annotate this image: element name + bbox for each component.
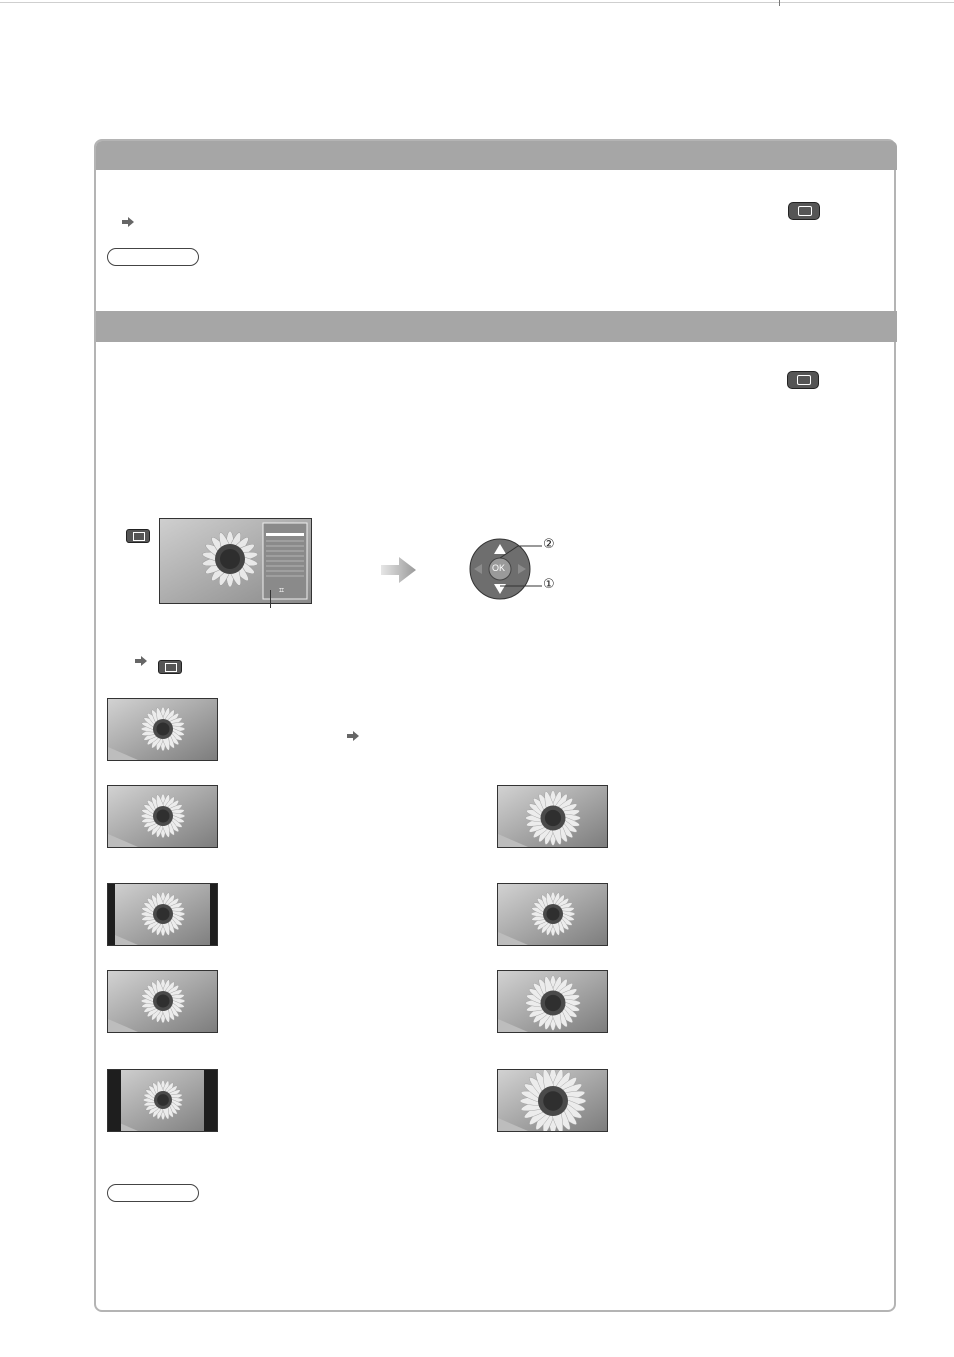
callout-2: ② xyxy=(543,537,555,552)
aspect-sample-thumbnail xyxy=(497,970,608,1033)
dpad-callout-lines xyxy=(496,540,546,590)
svg-text:⌗: ⌗ xyxy=(279,586,285,596)
arrow-right-icon xyxy=(346,730,360,742)
note-badge-2 xyxy=(107,1184,199,1202)
sunflower-image xyxy=(108,699,217,760)
aspect-sample-thumbnail xyxy=(107,883,218,946)
picture-mode-button-icon xyxy=(788,202,820,220)
top-rule xyxy=(0,2,954,3)
top-rule-mark xyxy=(779,0,780,6)
section-header-band-2 xyxy=(96,311,897,342)
aspect-sample-thumbnail xyxy=(107,785,218,848)
arrow-right-icon xyxy=(134,655,148,667)
aspect-sample-thumbnail xyxy=(107,698,218,761)
ok-label: OK xyxy=(492,563,506,573)
note-badge-1 xyxy=(107,248,199,266)
sunflower-image xyxy=(108,1070,217,1131)
aspect-button-small-icon xyxy=(158,660,182,674)
sunflower-image xyxy=(108,971,217,1032)
aspect-sample-thumbnail xyxy=(497,1069,608,1132)
sunflower-image xyxy=(108,884,217,945)
big-arrow-icon xyxy=(381,557,417,583)
tv-screen-illustration xyxy=(159,518,312,604)
aspect-sample-thumbnail xyxy=(107,970,218,1033)
aspect-sample-thumbnail xyxy=(107,1069,218,1132)
aspect-button-small-icon xyxy=(126,529,150,543)
aspect-button-icon xyxy=(787,371,819,389)
sunflower-image xyxy=(498,971,607,1032)
sunflower-image xyxy=(498,786,607,847)
aspect-sample-thumbnail xyxy=(497,785,608,848)
screen-callout-line xyxy=(270,590,271,608)
sunflower-image xyxy=(498,884,607,945)
sunflower-image xyxy=(108,786,217,847)
arrow-right-icon xyxy=(121,216,135,228)
section-header-band-1 xyxy=(96,141,897,170)
callout-1: ① xyxy=(543,577,555,592)
sunflower-image xyxy=(498,1070,607,1131)
aspect-sample-thumbnail xyxy=(497,883,608,946)
